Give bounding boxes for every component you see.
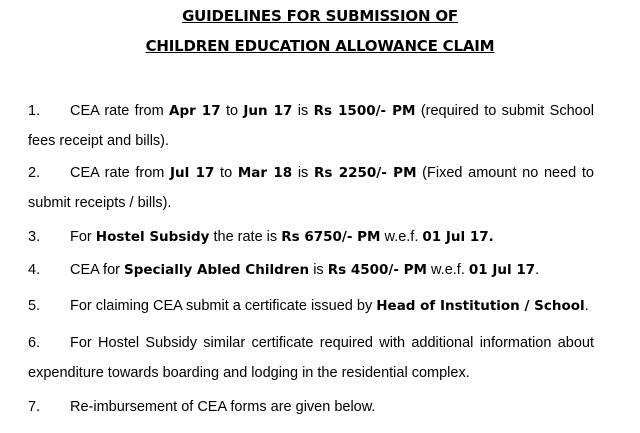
guideline-item-2: 2. CEA rate from Jul 17 to Mar 18 is Rs 2250/- PM (Fixed amount no need to submit receipts / bills). — [28, 158, 594, 218]
guideline-item-4: 4. CEA for Specially Abled Children is Rs 4500/- PM w.e.f. 01 Jul 17. — [28, 255, 594, 285]
guideline-item-1: 1. CEA rate from Apr 17 to Jun 17 is Rs 1500/- PM (required to submit School fees receipt and bills). — [28, 96, 594, 156]
item-number: 5. — [28, 298, 41, 314]
item-number: 2. — [28, 165, 41, 181]
item-number: 4. — [28, 262, 41, 278]
item-number: 6. — [28, 335, 41, 351]
item-number: 3. — [28, 229, 41, 245]
guideline-item-3: 3. For Hostel Subsidy the rate is Rs 6750/- PM w.e.f. 01 Jul 17. — [28, 222, 594, 252]
guideline-item-7: 7. Re-imbursement of CEA forms are given below. — [28, 392, 594, 422]
guideline-item-6: 6. For Hostel Subsidy similar certificate required with additional information about expenditure towards boarding and lodging in the residential complex. — [28, 328, 594, 388]
guideline-item-5: 5. For claiming CEA submit a certificate issued by Head of Institution / School. — [28, 291, 594, 321]
document-title-line-1: GUIDELINES FOR SUBMISSION OF — [182, 7, 458, 25]
item-number: 1. — [28, 103, 41, 119]
document-title-line-2: CHILDREN EDUCATION ALLOWANCE CLAIM — [145, 37, 495, 55]
item-number: 7. — [28, 399, 41, 415]
